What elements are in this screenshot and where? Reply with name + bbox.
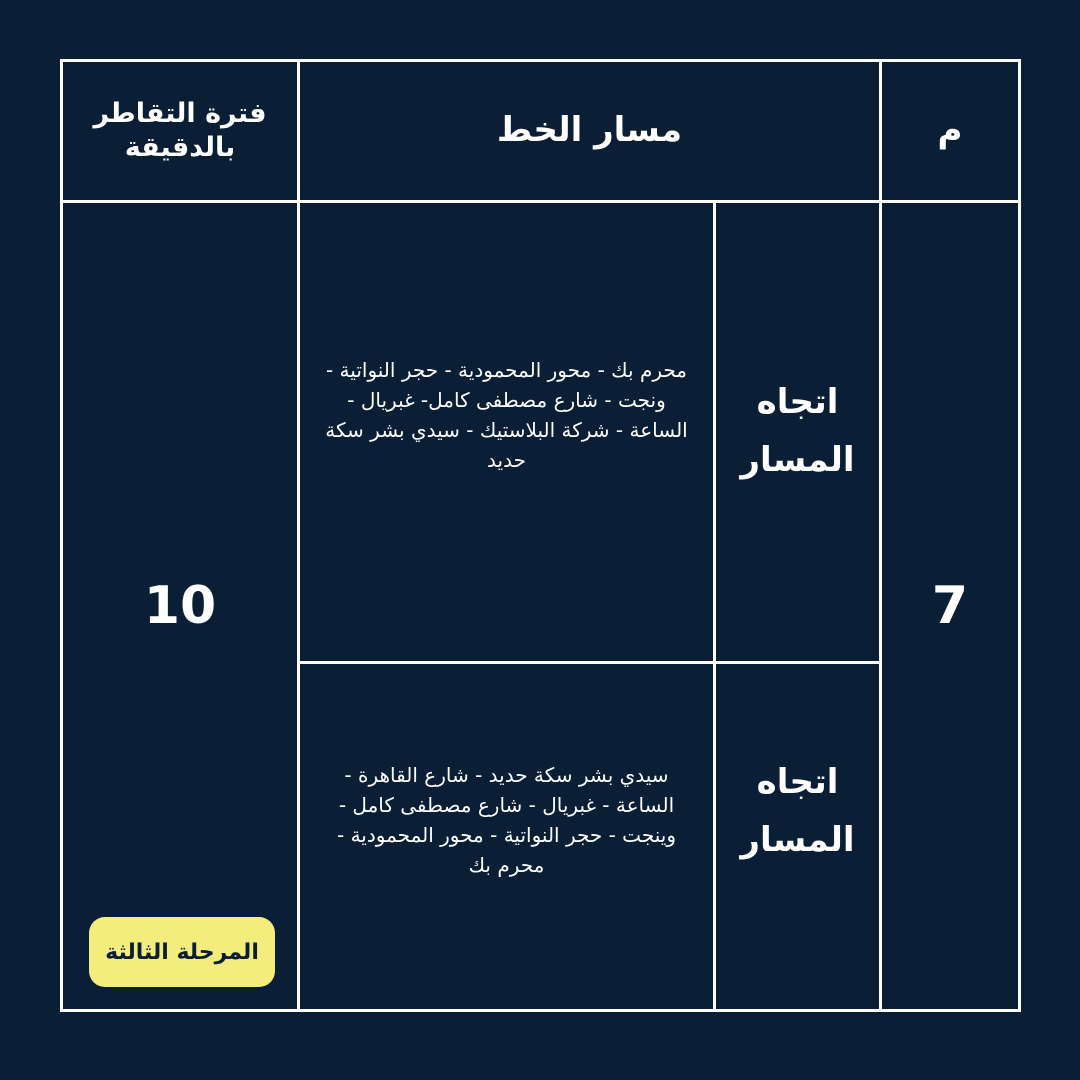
direction-label-1 xyxy=(716,203,879,661)
header-index xyxy=(882,62,1018,200)
route-description-1-text: محرم بك - محور المحمودية - حجر النواتية - ونجت - شارع مصطفى كامل- غبريال - الساعة - شركة البلاستيك - سيدي بشر سكة حديد xyxy=(325,358,688,472)
header-interval xyxy=(63,62,297,200)
direction-label-2-line1: اتجاه xyxy=(756,762,839,802)
row-index-value: 7 xyxy=(931,576,969,636)
header-interval-line2: بالدقيقة xyxy=(124,132,236,163)
route-description-2-text: سيدي بشر سكة حديد - شارع القاهرة - الساعة - غبريال - شارع مصطفى كامل - وينجت - حجر النواتية - محور المحمودية - محرم بك xyxy=(337,763,676,877)
direction-label-1-line2: المسار xyxy=(740,440,855,480)
phase-badge-text: المرحلة الثالثة xyxy=(105,939,259,965)
row-interval xyxy=(63,203,297,1009)
direction-label-1-line1: اتجاه xyxy=(756,382,839,423)
direction-label-2-line2: المسار xyxy=(740,819,855,860)
phase-badge xyxy=(89,917,275,987)
table-border-bottom xyxy=(60,1009,1021,1012)
row-index xyxy=(882,203,1018,1009)
table-border-right xyxy=(1018,59,1021,1012)
header-route xyxy=(300,62,879,200)
header-interval-line1: فترة التقاطر xyxy=(93,98,267,130)
header-index-text: م xyxy=(937,110,963,151)
row-interval-value: 10 xyxy=(143,576,217,636)
direction-label-2 xyxy=(716,664,879,1009)
route-description-2 xyxy=(300,760,713,900)
route-description-1 xyxy=(300,355,713,495)
header-route-text: مسار الخط xyxy=(496,110,683,151)
